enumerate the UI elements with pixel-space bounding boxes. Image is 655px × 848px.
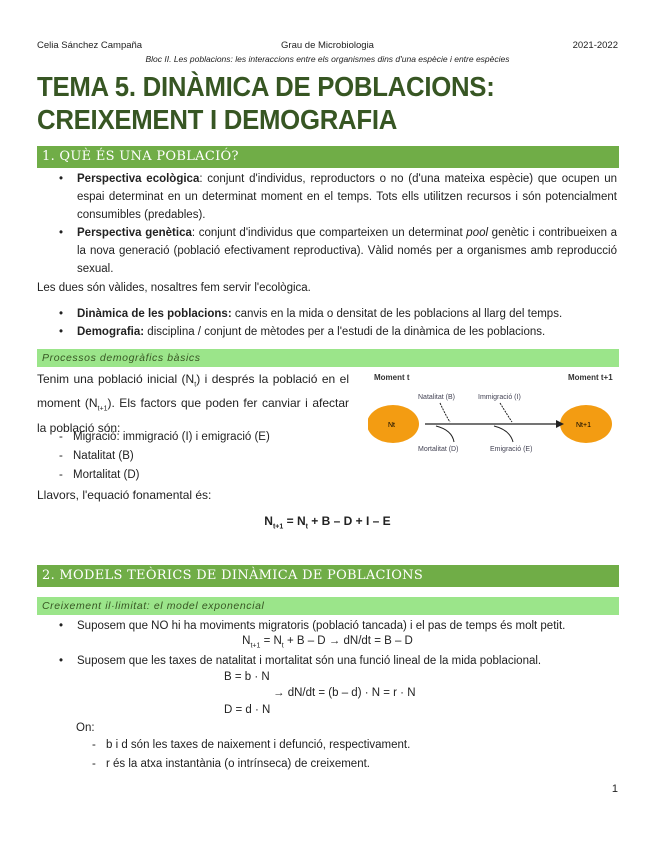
svg-text:Immigració (I): Immigració (I) [478, 394, 521, 401]
list-item: • Dinàmica de les poblacions: canvis en la mida o densitat de les poblacions al llarg del temps. [37, 305, 617, 323]
definition-list [37, 170, 617, 278]
list-item: • Perspectiva ecològica: conjunt d'individus, reproductors o no (d'una mateixa espècie) que ocupen un espai determinat en un determinat moment en el temps. Tots ells utilitzen recursos i són potencialment consumibles (predables). [37, 170, 617, 224]
section-heading-2: 2. MODELS TEÒRICS DE DINÀMICA DE POBLACIONS [37, 565, 619, 587]
list-item: - Mortalitat (D) [37, 466, 270, 485]
page-title: TEMA 5. DINÀMICA DE POBLACIONS: CREIXEMENT I DEMOGRAFIA [37, 71, 495, 135]
subsection-heading-2: Creixement il·limitat: el model exponencial [37, 597, 619, 615]
svg-text:Emigració (E): Emigració (E) [490, 446, 533, 453]
list-item: - Migració: immigració (I) i emigració (E) [37, 428, 270, 447]
assumption-list-2 [37, 652, 617, 670]
fundamental-equation: $N_{t+1} = N_t + B - D + I - E$ [264, 514, 391, 531]
list-item: • Demografia: disciplina / conjunt de mètodes per a l'estudi de la dinàmica de les poblacions. [37, 323, 617, 341]
list-item: • Suposem que NO hi ha moviments migratoris (població tancada) i el pas de temps és molt petit. [37, 617, 617, 635]
list-item: - Natalitat (B) [37, 447, 270, 466]
moment-t-label: Moment t [374, 373, 410, 382]
equation-d: D = d · N [224, 704, 271, 716]
header-author: Celia Sánchez Campaña [37, 40, 143, 51]
intro-text: Tenim una població inicial $(N_t)$ i després la població en el moment $(N_{t+1})$. Els factors que poden fer canviar i afectar la població són: [37, 372, 349, 435]
header-course: Grau de Microbiologia [281, 40, 374, 51]
definition-dash-list [70, 736, 410, 774]
page-number: 1 [611, 783, 618, 795]
equation-1: $N_{t+1} = N_t + B - D \to dN/dt = B - D$ [242, 635, 413, 650]
population-diagram [368, 368, 628, 468]
assumption-list [37, 617, 617, 635]
svg-text:Nt: Nt [388, 422, 395, 429]
list-item: - r és la atxa instantània (o intrínseca) de creixement. [70, 755, 410, 774]
note: Les dues són vàlides, nosaltres fem servir l'ecològica. [37, 282, 311, 294]
svg-text:Mortalitat (D): Mortalitat (D) [418, 446, 459, 453]
list-item: • Perspectiva genètica: conjunt d'individus que comparteixen un determinat pool genètic i contribueixen a la nova generació (població efectivament reproductiva). Vàlid només per a organismes amb reproducció sexual. [37, 224, 617, 278]
svg-text:Natalitat (B): Natalitat (B) [418, 394, 455, 401]
header-year: 2021-2022 [572, 40, 618, 51]
definition-list-2 [37, 305, 617, 341]
equation-intro: Llavors, l'equació fonamental és: [37, 488, 212, 502]
equation-r: → dN/dt = (b – d) · N = r · N [273, 687, 416, 699]
list-item: • Suposem que les taxes de natalitat i mortalitat són una funció lineal de la mida poblacional. [37, 652, 617, 670]
section-heading: 1. QUÈ ÉS UNA POBLACIÓ? [37, 146, 619, 168]
equation-b: B = b · N [224, 671, 270, 683]
svg-text:Nt+1: Nt+1 [576, 422, 591, 429]
header-block: Bloc II. Les poblacions: les interaccions entre els organismes dins d'una espècie i entre espècies [145, 54, 510, 64]
list-item: - b i d són les taxes de naixement i defunció, respectivament. [70, 736, 410, 755]
on-label: On: [76, 722, 95, 734]
moment-t1-label: Moment t+1 [568, 373, 613, 382]
subsection-heading: Processos demogràfics bàsics [37, 349, 619, 367]
factor-list [37, 428, 270, 485]
